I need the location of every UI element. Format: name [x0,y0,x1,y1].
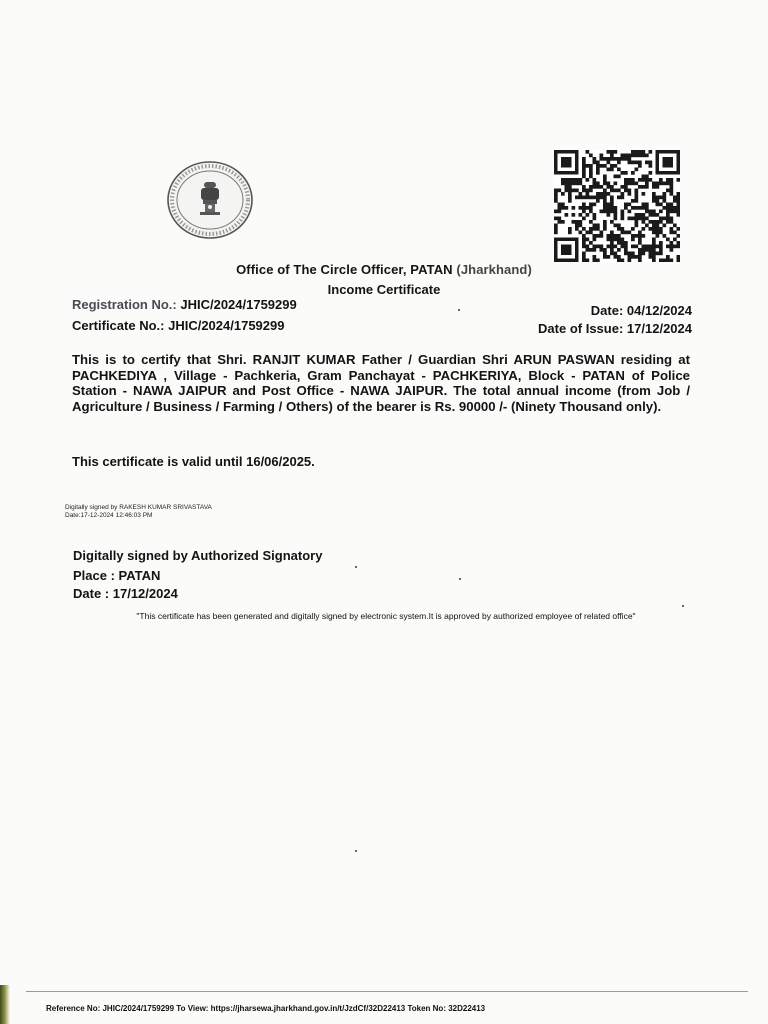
scan-speck [355,566,357,568]
government-emblem-seal [166,160,254,240]
digital-signature-signer: Digitally signed by RAKESH KUMAR SRIVASTAVA [65,504,212,511]
office-title: Office of The Circle Officer, PATAN [236,262,453,277]
date-value: 04/12/2024 [626,303,692,318]
footer-reference: Reference No: JHIC/2024/1759299 To View: https://jharsewa.jharkhand.gov.in/t/JzdCf/32D22413 Token No: 32D22413 [46,1004,486,1013]
office-state: (Jharkhand) [456,262,532,277]
office-heading [0,262,768,277]
footer-divider [26,991,748,992]
certificate-title: Income Certificate [327,282,441,297]
digital-signature-stamp [65,504,212,520]
signatory-date-row [73,586,178,601]
registration-number: JHIC/2024/1759299 [180,297,297,312]
issue-date-label: Date of Issue: [538,321,624,336]
scan-speck [459,578,461,580]
scan-speck [355,850,357,852]
certificate-number-label: Certificate No.: [72,318,165,333]
authorized-signatory-line: Digitally signed by Authorized Signatory [73,548,323,563]
registration-row [72,297,297,312]
digital-signature-date: Date:17-12-2024 12:46:03 PM [65,512,153,519]
issue-date-row [538,321,692,336]
certificate-number-row [72,318,284,333]
date-label: Date: [590,303,624,318]
certificate-body-paragraph: This is to certify that Shri. RANJIT KUMAR Father / Guardian Shri ARUN PASWAN residing at PACHKEDIYA , Village - Pachkeria, Gram Panchayat - PACHKERIYA, Block - PATAN of Police Station - NAWA JAIPUR and Post Office - NAWA JAIPUR. The total annual income (from Job / Agriculture / Business / Farming / Others) of the bearer is Rs. 90000 /- (Ninety Thousand only). [72,352,690,414]
issue-date-value: 17/12/2024 [626,321,692,336]
signatory-date-value: 17/12/2024 [112,586,178,601]
place-value: PATAN [118,568,161,583]
certificate-number: JHIC/2024/1759299 [168,318,285,333]
signatory-date-label: Date : [73,586,110,601]
scan-speck [682,605,684,607]
scan-speck [458,309,460,311]
date-row [591,303,692,318]
place-row [73,568,160,583]
system-generated-disclaimer: "This certificate has been generated and digitally signed by electronic system.It is approved by authorized employee of related office" [136,611,636,621]
scan-edge-shadow [0,985,10,1024]
validity-statement: This certificate is valid until 16/06/2025. [72,454,315,469]
qr-code [554,150,680,262]
registration-label: Registration No.: [72,297,177,312]
place-label: Place : [73,568,115,583]
